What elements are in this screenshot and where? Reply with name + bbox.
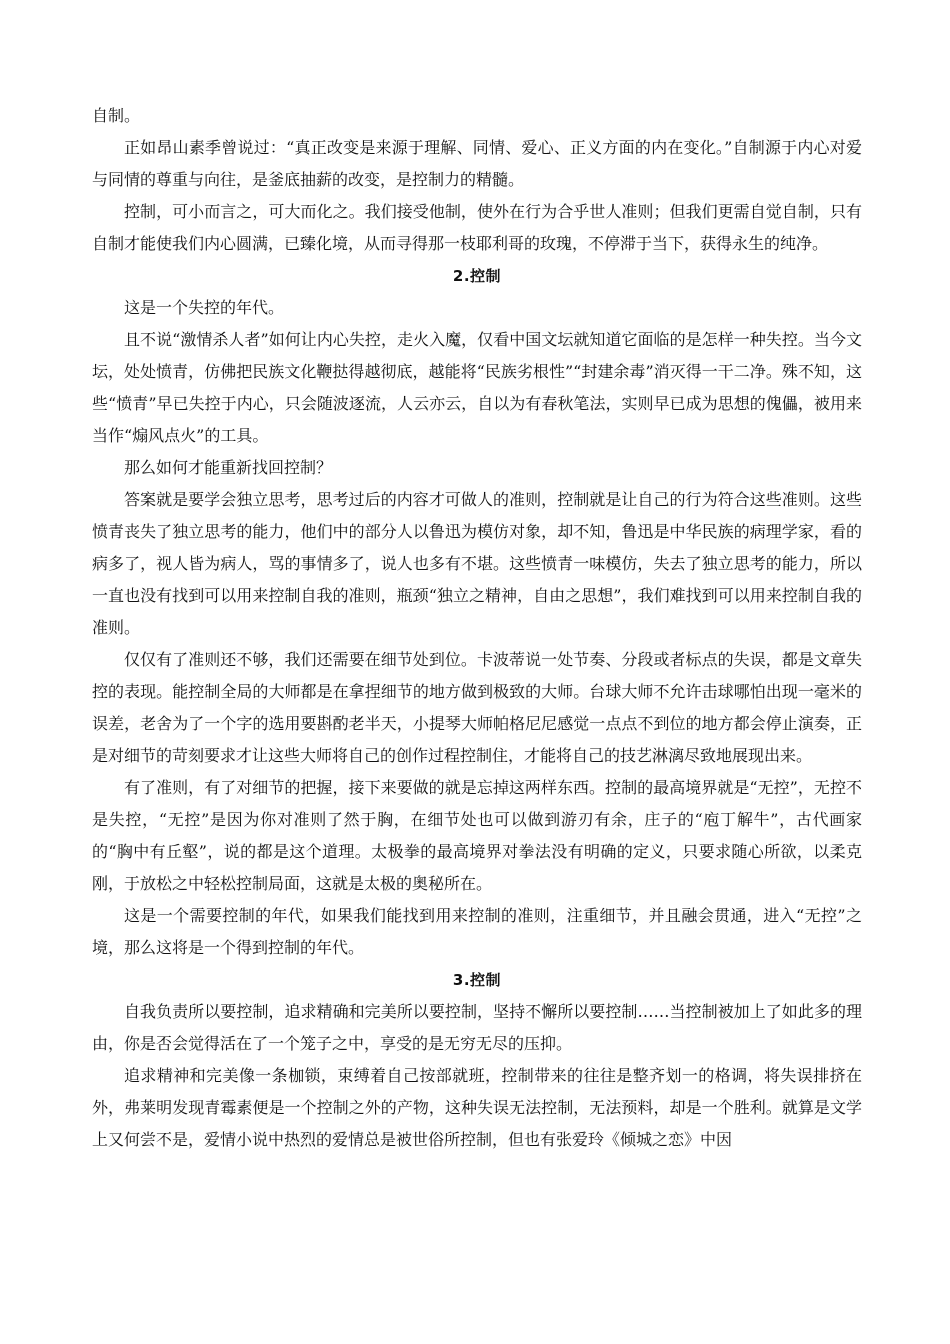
paragraph: 自制。 [92, 106, 141, 125]
document-page [92, 100, 862, 1156]
paragraph: 追求精神和完美像一条枷锁，束缚着自己按部就班，控制带来的往往是整齐划一的格调，将失误排挤在外，弗莱明发现青霉素便是一个控制之外的产物，这种失误无法控制，无法预料，却是一个胜利。就算是文学上又何尝不是，爱情小说中热烈的爱情总是被世俗所控制，但也有张爱玲《倾城之恋》中因 [92, 1066, 862, 1149]
paragraph: 这是一个失控的年代。 [124, 298, 285, 317]
paragraph: 正如昂山素季曾说过：“真正改变是来源于理解、同情、爱心、正义方面的内在变化。”自制源于内心对爱与同情的尊重与向往，是釜底抽薪的改变，是控制力的精髓。 [92, 138, 862, 189]
paragraph: 答案就是要学会独立思考，思考过后的内容才可做人的准则，控制就是让自己的行为符合这些准则。这些愤青丧失了独立思考的能力，他们中的部分人以鲁迅为模仿对象，却不知，鲁迅是中华民族的病理学家，看的病多了，视人皆为病人，骂的事情多了，说人也多有不堪。这些愤青一味模仿，失去了独立思考的能力，所以一直也没有找到可以用来控制自我的准则，瓶颈“独立之精神，自由之思想”，我们难找到可以用来控制自我的准则。 [92, 490, 862, 637]
paragraph: 这是一个需要控制的年代，如果我们能找到用来控制的准则，注重细节，并且融会贯通，进入“无控”之境，那么这将是一个得到控制的年代。 [92, 906, 862, 957]
paragraph: 且不说“激情杀人者”如何让内心失控，走火入魔，仅看中国文坛就知道它面临的是怎样一种失控。当今文坛，处处愤青，仿佛把民族文化鞭挞得越彻底，越能将“民族劣根性”“封建余毒”消灭得一干二净。殊不知，这些“愤青”早已失控于内心，只会随波逐流，人云亦云，自以为有春秋笔法，实则早已成为思想的傀儡，被用来当作“煽风点火”的工具。 [92, 330, 862, 445]
paragraph: 自我负责所以要控制，追求精确和完美所以要控制，坚持不懈所以要控制……当控制被加上了如此多的理由，你是否会觉得活在了一个笼子之中，享受的是无穷无尽的压抑。 [92, 1002, 862, 1053]
paragraph: 控制，可小而言之，可大而化之。我们接受他制，使外在行为合乎世人准则；但我们更需自觉自制，只有自制才能使我们内心圆满，已臻化境，从而寻得那一枝耶利哥的玫瑰，不停滞于当下，获得永生的纯净。 [92, 202, 862, 253]
paragraph: 那么如何才能重新找回控制？ [124, 458, 333, 477]
paragraph: 有了准则，有了对细节的把握，接下来要做的就是忘掉这两样东西。控制的最高境界就是“无控”，无控不是失控，“无控”是因为你对准则了然于胸，在细节处也可以做到游刃有余，庄子的“庖丁解牛”，古代画家的“胸中有丘壑”，说的都是这个道理。太极拳的最高境界对拳法没有明确的定义，只要求随心所欲，以柔克刚，于放松之中轻松控制局面，这就是太极的奥秘所在。 [92, 778, 862, 893]
section-heading: 3.控制 [452, 971, 502, 989]
section-heading: 2.控制 [452, 267, 502, 285]
paragraph: 仅仅有了准则还不够，我们还需要在细节处到位。卡波蒂说一处节奏、分段或者标点的失误，都是文章失控的表现。能控制全局的大师都是在拿捏细节的地方做到极致的大师。台球大师不允许击球哪怕出现一毫米的误差，老舍为了一个字的选用要斟酌老半天，小提琴大师帕格尼尼感觉一点点不到位的地方都会停止演奏，正是对细节的苛刻要求才让这些大师将自己的创作过程控制住，才能将自己的技艺淋漓尽致地展现出来。 [92, 650, 862, 765]
